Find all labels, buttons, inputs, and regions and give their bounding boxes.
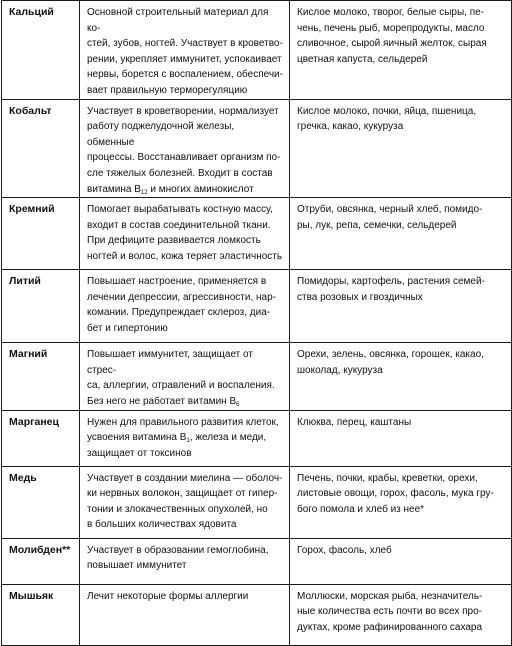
subscript: 12 — [140, 189, 148, 196]
table-row — [2, 466, 512, 538]
mineral-sources — [290, 584, 512, 645]
text-line: са, аллергии, отравлений и воспаления. — [87, 380, 275, 392]
mineral-function — [80, 343, 290, 410]
text-line: ства розовых и гвоздичных — [297, 291, 423, 303]
text-line: Лечит некоторые формы аллергии — [87, 590, 249, 602]
mineral-name: Литий — [2, 270, 80, 343]
mineral-sources — [290, 466, 512, 538]
text-fragment: витамина В — [87, 183, 141, 195]
text-line: стей, зубов, ногтей. Участвует в кроветво- — [87, 38, 283, 50]
mineral-sources — [290, 343, 512, 410]
text-line: Участвует в образовании гемоглобина, — [87, 544, 269, 556]
text-line: защищает от токсинов — [87, 447, 192, 459]
mineral-function — [80, 198, 290, 270]
text-line: Отруби, овсянка, черный хлеб, помидо- — [297, 204, 483, 216]
text-line: ные количества есть почти во всех про- — [297, 606, 482, 618]
text-line: Орехи, зелень, овсянка, горошек, какао, — [297, 349, 484, 361]
text-line: Клюква, перец, каштаны — [297, 416, 412, 428]
table-row — [2, 538, 512, 584]
mineral-name: Кремний — [2, 198, 80, 270]
text-fragment: и многих аминокислот — [147, 183, 254, 195]
text-line: ры, лук, репа, семечки, сельдерей — [297, 219, 457, 231]
text-line: Кислое молоко, творог, белые сыры, пе- — [297, 7, 485, 18]
text-line: лечении депрессии, агрессивности, нар- — [87, 291, 276, 303]
text-line — [87, 394, 283, 410]
table-row — [2, 410, 512, 466]
mineral-function — [80, 584, 290, 645]
mineral-name: Медь — [2, 466, 80, 538]
mineral-function — [80, 99, 290, 198]
text-line — [87, 430, 283, 446]
text-line: ки нервных волокон, защищает от гипер- — [87, 488, 278, 500]
mineral-function — [80, 410, 290, 466]
mineral-name: Мышьяк — [2, 584, 80, 645]
text-line: цветная капуста, сельдерей — [297, 53, 428, 65]
mineral-sources — [290, 198, 512, 270]
mineral-sources — [290, 270, 512, 343]
mineral-function — [80, 270, 290, 343]
mineral-function — [80, 466, 290, 538]
mineral-sources — [290, 1, 512, 100]
text-line: Горох, фасоль, хлеб — [297, 544, 392, 556]
table-row — [2, 270, 512, 343]
text-line: сливочное, сырой яичный желток, сырая — [297, 38, 487, 50]
text-line: сле тяжелых болезней. Входит в состав — [87, 167, 273, 179]
text-line: повышает иммунитет — [87, 560, 187, 572]
mineral-function — [80, 1, 290, 100]
text-line: входит в состав соединительной ткани. — [87, 219, 271, 231]
text-line: тонии и злокачественных опухолей, но — [87, 503, 268, 515]
mineral-sources — [290, 410, 512, 466]
text-line: Кислое молоко, почки, яйца, пшеница, — [297, 105, 477, 117]
text-line: Помогает вырабатывать костную массу, — [87, 204, 273, 216]
mineral-name: Молибден** — [2, 538, 80, 584]
text-line: чень, печень рыб, морепродукты, масло — [297, 22, 485, 34]
text-line: бет и гипертонию — [87, 322, 168, 334]
text-line: Участвует в кроветворении, нормализует — [87, 105, 279, 117]
table-row — [2, 99, 512, 198]
text-line: Основной строительный материал для ко- — [87, 7, 269, 34]
table-row — [2, 343, 512, 410]
text-line: При дефиците развивается ломкость — [87, 235, 261, 247]
text-line: Участвует в создании миелина — оболоч- — [87, 472, 283, 484]
text-line: Моллюски, морская рыба, незначитель- — [297, 590, 483, 602]
text-line: вает правильную терморегуляцию — [87, 84, 248, 96]
text-fragment: Без него не работает витамин В — [87, 395, 237, 407]
mineral-name: Марганец — [2, 410, 80, 466]
table-row — [2, 584, 512, 645]
text-line: гречка, какао, кукуруза — [297, 121, 404, 133]
subscript: 6 — [236, 401, 240, 408]
text-fragment: , железа и меди, — [189, 432, 267, 444]
text-line: процессы. Восстанавливает организм по- — [87, 152, 281, 164]
table-row — [2, 198, 512, 270]
text-line: шоколад, кукуруза — [297, 364, 383, 376]
text-fragment: усвоения витамина В — [87, 432, 187, 444]
minerals-table — [1, 0, 512, 646]
text-line: листовые овощи, горох, фасоль, мука гру- — [297, 488, 494, 500]
text-line: Печень, почки, крабы, креветки, орехи, — [297, 472, 478, 484]
table-row — [2, 1, 512, 100]
text-line: работу поджелудочной железы, обменные — [87, 121, 235, 148]
text-line: Нужен для правильного развития клеток, — [87, 416, 279, 428]
text-line: Помидоры, картофель, растения семей- — [297, 276, 485, 288]
mineral-name: Кальций — [2, 1, 80, 100]
mineral-function — [80, 538, 290, 584]
mineral-name: Магний — [2, 343, 80, 410]
text-line: нервы, борется с воспалением, обеспечи- — [87, 69, 283, 81]
text-line: Повышает настроение, применяется в — [87, 276, 267, 288]
text-line: Повышает иммунитет, защищает от стрес- — [87, 349, 253, 376]
text-line: рении, укрепляет иммунитет, успокаивает — [87, 53, 282, 65]
text-line: бого помола и хлеб из нее* — [297, 503, 425, 515]
text-line — [87, 182, 283, 198]
mineral-sources — [290, 538, 512, 584]
mineral-sources — [290, 99, 512, 198]
mineral-name: Кобальт — [2, 99, 80, 198]
text-line: комании. Предупреждает склероз, диа- — [87, 307, 271, 319]
text-line: дуктах, кроме рафинированного сахара — [297, 621, 483, 633]
text-line: ногтей и волос, кожа теряет эластичность — [87, 250, 283, 262]
subscript: 1 — [186, 438, 190, 445]
text-line: в больших количествах ядовита — [87, 519, 237, 531]
